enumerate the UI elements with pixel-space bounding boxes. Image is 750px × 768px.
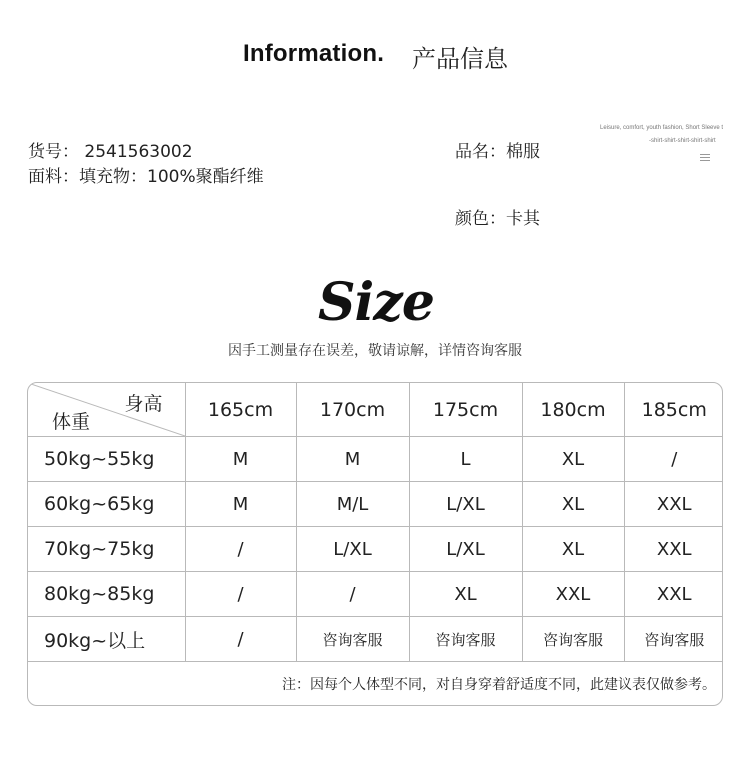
- size-heading: Size: [318, 272, 434, 333]
- size-cell: /: [185, 617, 296, 662]
- table-row: [28, 527, 723, 572]
- title-english: Information.: [243, 40, 385, 67]
- product-name: 品名：棉服: [455, 142, 540, 162]
- size-cell: M: [296, 437, 409, 482]
- table-row: [28, 617, 723, 662]
- size-cell: L: [409, 437, 522, 482]
- size-cell: M/L: [296, 482, 409, 527]
- height-header: 175cm: [409, 383, 522, 437]
- size-cell: XXL: [624, 527, 723, 572]
- size-cell: /: [296, 572, 409, 617]
- fabric-info: 面料：填充物：100%聚酯纤维: [28, 167, 264, 187]
- size-cell: /: [185, 527, 296, 572]
- height-header: 165cm: [185, 383, 296, 437]
- table-row: [28, 437, 723, 482]
- measurement-note: 因手工测量存在误差，敬请谅解，详情咨询客服: [228, 343, 522, 359]
- weight-cell: 50kg~55kg: [28, 437, 185, 482]
- weight-cell: 80kg~85kg: [28, 572, 185, 617]
- size-chart-table: [27, 382, 723, 706]
- size-cell: XXL: [522, 572, 624, 617]
- size-cell: 咨询客服: [624, 617, 723, 662]
- corner-cell: [28, 383, 185, 437]
- weight-cell: 70kg~75kg: [28, 527, 185, 572]
- size-cell: M: [185, 482, 296, 527]
- size-cell: XL: [522, 482, 624, 527]
- title-chinese: 产品信息: [412, 45, 508, 73]
- size-cell: XL: [522, 527, 624, 572]
- size-cell: XL: [522, 437, 624, 482]
- height-header: 180cm: [522, 383, 624, 437]
- size-cell: XXL: [624, 572, 723, 617]
- size-cell: /: [624, 437, 723, 482]
- size-cell: XXL: [624, 482, 723, 527]
- size-cell: L/XL: [409, 527, 522, 572]
- size-cell: 咨询客服: [522, 617, 624, 662]
- list-icon: [700, 154, 710, 164]
- weight-cell: 90kg~以上: [28, 617, 185, 662]
- size-cell: 咨询客服: [296, 617, 409, 662]
- tagline-line-2: -shirt-shirt-shirt-shirt-shirt: [649, 138, 716, 144]
- height-header: 185cm: [624, 383, 723, 437]
- tagline-line-1: Leisure, comfort, youth fashion, Short Sleeve t: [600, 125, 724, 131]
- size-cell: /: [185, 572, 296, 617]
- reference-note: 注：因每个人体型不同，对自身穿着舒适度不同，此建议表仅做参考。: [28, 662, 723, 707]
- size-cell: M: [185, 437, 296, 482]
- weight-label: 体重: [52, 411, 91, 433]
- product-color: 颜色：卡其: [455, 209, 540, 229]
- height-header: 170cm: [296, 383, 409, 437]
- size-cell: 咨询客服: [409, 617, 522, 662]
- table-row: [28, 482, 723, 527]
- size-cell: XL: [409, 572, 522, 617]
- height-label: 身高: [124, 393, 163, 415]
- weight-cell: 60kg~65kg: [28, 482, 185, 527]
- size-cell: L/XL: [409, 482, 522, 527]
- size-cell: L/XL: [296, 527, 409, 572]
- item-number: 货号： 2541563002: [28, 142, 193, 162]
- table-row: [28, 572, 723, 617]
